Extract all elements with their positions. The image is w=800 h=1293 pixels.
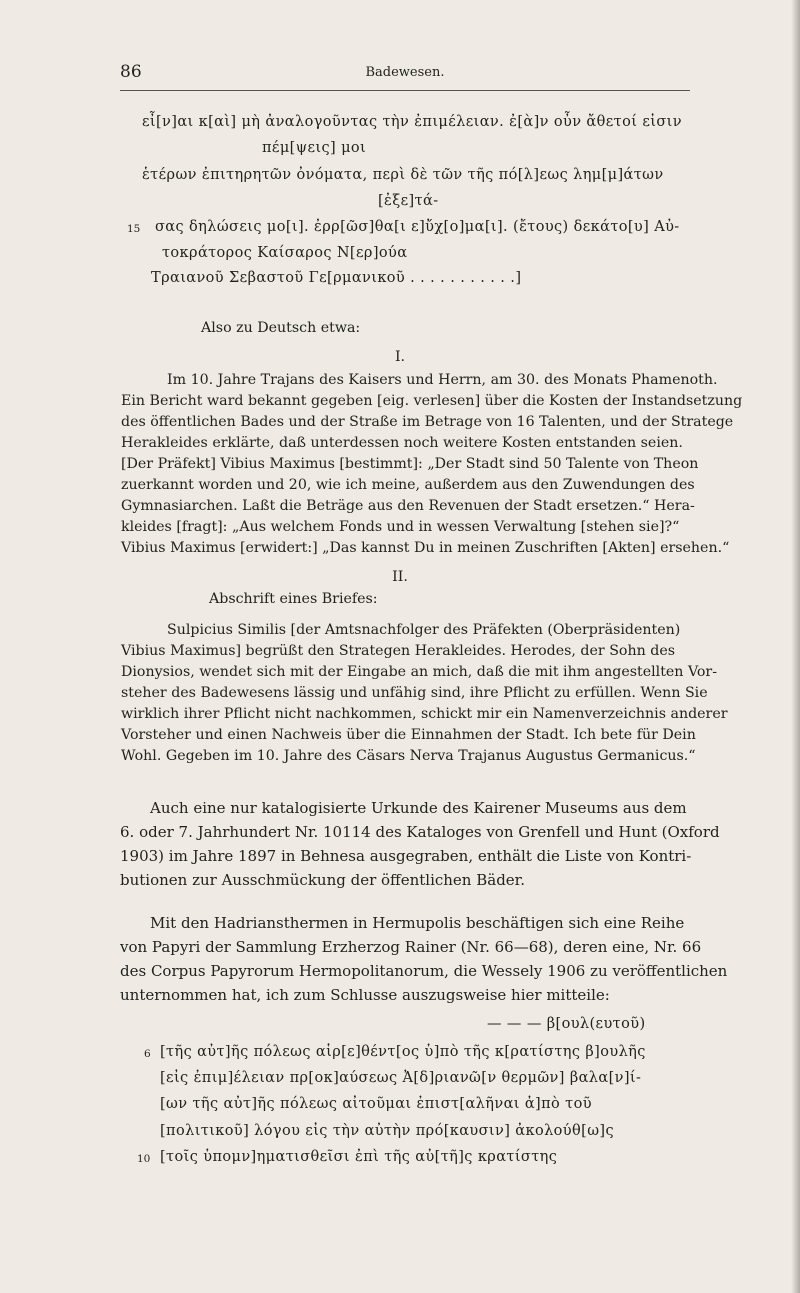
text-line: Auch eine nur katalogisierte Urkunde des Kairener Museums aus dem [150,799,687,817]
text-line: Vibius Maximus] begrüßt den Strategen Herakleides. Herodes, der Sohn des [121,643,675,659]
header-rule [120,90,690,91]
text-line: Im 10. Jahre Trajans des Kaisers und Herrn, am 30. des Monats Phamenoth. [167,372,718,388]
text-line: Mit den Hadriansthermen in Hermupolis beschäftigen sich eine Reihe [150,914,685,932]
text-line: unternommen hat, ich zum Schlusse auszugsweise hier mitteile: [120,986,610,1004]
greek-line: [ων τῆς αὐτ]ῆς πόλεως αἰτοῦμαι ἐπιστ[αλῆναι ἀ]πὸ τοῦ [160,1096,592,1112]
text-line: Vorsteher und einen Nachweis über die Einnahmen der Stadt. Ich bete für Dein [121,727,696,743]
greek-line: πέμ[ψεις] μοι [262,140,367,156]
section-heading: Abschrift eines Briefes: [209,591,378,607]
text-line: 6. oder 7. Jahrhundert Nr. 10114 des Kataloges von Grenfell und Hunt (Oxford [120,823,720,841]
section-numeral-1: I. [394,349,406,365]
greek-line: [ἐξε]τά- [378,193,439,209]
text-line: kleides [fragt]: „Aus welchem Fonds und in wessen Verwaltung [stehen sie]?“ [121,519,680,535]
greek-line: [τῆς αὐτ]ῆς πόλεως αἱρ[ε]θέντ[ος ὑ]πὸ τῆς κ[ρατίστης β]ουλῆς [160,1044,646,1060]
greek-line: [εἰς ἐπιμ]έλειαν πρ[οκ]αύσεως Ἀ[δ]ριανῶ[ν θερμῶν] βαλα[ν]ί- [160,1070,642,1086]
line-number: 10 [137,1153,151,1165]
text-line: butionen zur Ausschmückung der öffentlichen Bäder. [120,871,525,889]
text-line: zuerkannt worden und 20, wie ich meine, außerdem aus den Zuwendungen des [121,477,695,493]
text-line: 1903) im Jahre 1897 in Behnesa ausgegraben, enthält die Liste von Kontri- [120,847,692,865]
running-head: Badewesen. [365,65,445,80]
text-line: [Der Präfekt] Vibius Maximus [bestimmt]: „Der Stadt sind 50 Talente von Theon [121,456,699,472]
text-line: Gymnasiarchen. Laßt die Beträge aus den Revenuen der Stadt ersetzen.“ Hera- [121,498,695,514]
page-header [120,62,690,88]
text-line: des Corpus Papyrorum Hermopolitanorum, die Wessely 1906 zu veröffentlichen [120,962,728,980]
greek-line: [πολιτικοῦ] λόγου εἰς τὴν αὐτὴν πρό[καυσιν] ἀκολούθ[ω]ς [160,1123,614,1139]
greek-line: — — — β[ουλ(ευτοῦ) [487,1016,646,1032]
greek-line: Τραιανοῦ Σεβαστοῦ Γε[ρμανικοῦ . . . . . . . . . . .] [151,270,522,286]
text-line: Dionysios, wendet sich mit der Eingabe an mich, daß die mit ihm angestellten Vor- [121,664,717,680]
text-line: Wohl. Gegeben im 10. Jahre des Cäsars Nerva Trajanus Augustus Germanicus.“ [121,748,696,764]
text-line: Herakleides erklärte, daß unterdessen noch weitere Kosten entstanden seien. [121,435,683,451]
text-line: Vibius Maximus [erwidert:] „Das kannst Du in meinen Zuschriften [Akten] ersehen.“ [121,540,730,556]
page-number: 86 [120,62,142,82]
greek-line: [τοῖς ὑπομν]ηματισθεῖσι ἐπὶ τῆς αὐ[τῆ]ς κρατίστης [160,1149,558,1165]
line-number: 6 [144,1048,151,1060]
greek-line: σας δηλώσεις μο[ι]. ἐρρ[ῶσ]θα[ι ε]ὔχ[ο]μα[ι]. (ἔτους) δεκάτο[υ] Αὐ- [155,219,680,235]
text-line: wirklich ihrer Pflicht nicht nachkommen, schickt mir ein Namenverzeichnis anderer [121,706,728,722]
greek-line: τοκράτορος Καίσαρος Ν[ερ]ούα [162,245,408,261]
text-line: Sulpicius Similis [der Amtsnachfolger des Präfekten (Oberpräsidenten) [167,622,681,638]
page-edge-shadow [791,0,800,1293]
greek-line: εἶ[ν]αι κ[αὶ] μὴ ἀναλογοῦντας τὴν ἐπιμέλειαν. ἐ[ὰ]ν οὖν ἄθετοί εἰσιν [142,114,682,130]
translation-heading: Also zu Deutsch etwa: [201,320,361,336]
section-numeral-2: II. [392,569,408,585]
line-number: 15 [127,223,141,235]
text-line: steher des Badewesens lässig und unfähig sind, ihre Pflicht zu erfüllen. Wenn Sie [121,685,708,701]
text-line: von Papyri der Sammlung Erzherzog Rainer (Nr. 66—68), deren eine, Nr. 66 [120,938,702,956]
text-line: des öffentlichen Bades und der Straße im Betrage von 16 Talenten, und der Stratege [121,414,734,430]
greek-line: ἑτέρων ἐπιτηρητῶν ὀνόματα, περὶ δὲ τῶν τῆς πό[λ]εως λημ[μ]άτων [142,167,664,183]
text-line: Ein Bericht ward bekannt gegeben [eig. verlesen] über die Kosten der Instandsetzung [121,393,743,409]
